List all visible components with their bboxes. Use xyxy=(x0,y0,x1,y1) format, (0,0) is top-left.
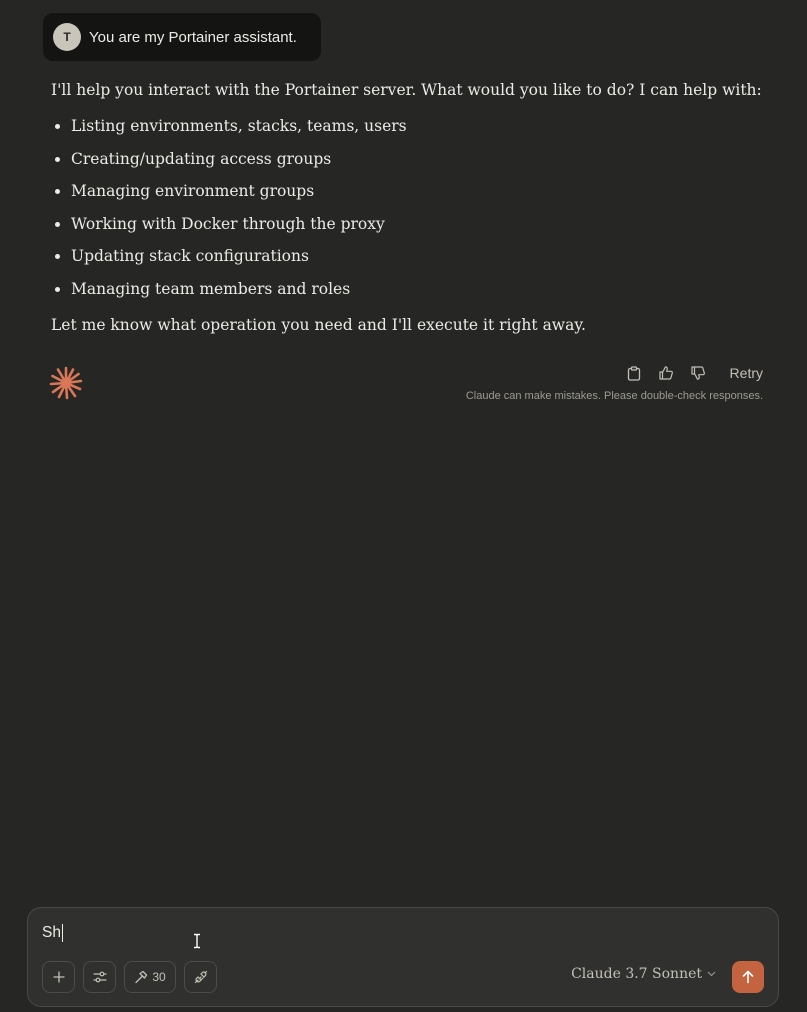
hammer-icon xyxy=(134,970,148,984)
mouse-ibeam-cursor-icon xyxy=(192,933,202,949)
send-button[interactable] xyxy=(732,961,764,993)
reply-intro: I'll help you interact with the Portainer server. What would you like to do? I can help with: xyxy=(51,81,762,99)
message-composer xyxy=(27,907,779,1007)
plus-icon xyxy=(53,971,65,983)
options-button[interactable] xyxy=(83,961,116,993)
plug-icon xyxy=(194,970,208,984)
user-message xyxy=(43,13,321,61)
list-item: • Updating stack configurations xyxy=(71,244,771,268)
thumbs-down-icon[interactable] xyxy=(688,363,708,383)
chat-input-text: Sh xyxy=(42,924,61,941)
chat-input[interactable] xyxy=(42,924,63,942)
tools-count: 30 xyxy=(152,970,166,984)
text-caret xyxy=(62,924,63,942)
add-attachment-button[interactable] xyxy=(42,961,75,993)
user-message-text: You are my Portainer assistant. xyxy=(89,28,297,46)
thumbs-up-icon[interactable] xyxy=(656,363,676,383)
retry-button[interactable]: Retry xyxy=(729,365,763,381)
assistant-message xyxy=(51,78,771,337)
model-label: Claude 3.7 Sonnet xyxy=(571,966,702,982)
integrations-button[interactable] xyxy=(184,961,217,993)
claude-logo-icon xyxy=(49,366,83,400)
list-item: • Managing team members and roles xyxy=(71,277,771,301)
disclaimer-text: Claude can make mistakes. Please double-check responses. xyxy=(465,390,763,402)
list-item: • Creating/updating access groups xyxy=(71,147,771,171)
model-selector[interactable] xyxy=(571,966,716,982)
arrow-up-icon xyxy=(741,970,755,984)
reply-outro: Let me know what operation you need and I'll execute it right away. xyxy=(51,315,586,334)
list-item: • Managing environment groups xyxy=(71,179,771,203)
chevron-down-icon xyxy=(707,971,716,977)
capability-list xyxy=(51,114,771,301)
user-avatar: T xyxy=(53,23,81,51)
message-actions xyxy=(624,363,763,383)
list-item: • Listing environments, stacks, teams, users xyxy=(71,114,771,138)
list-item: • Working with Docker through the proxy xyxy=(71,212,771,236)
clipboard-icon[interactable] xyxy=(624,363,644,383)
tools-button[interactable] xyxy=(124,961,176,993)
sliders-icon xyxy=(93,971,107,983)
